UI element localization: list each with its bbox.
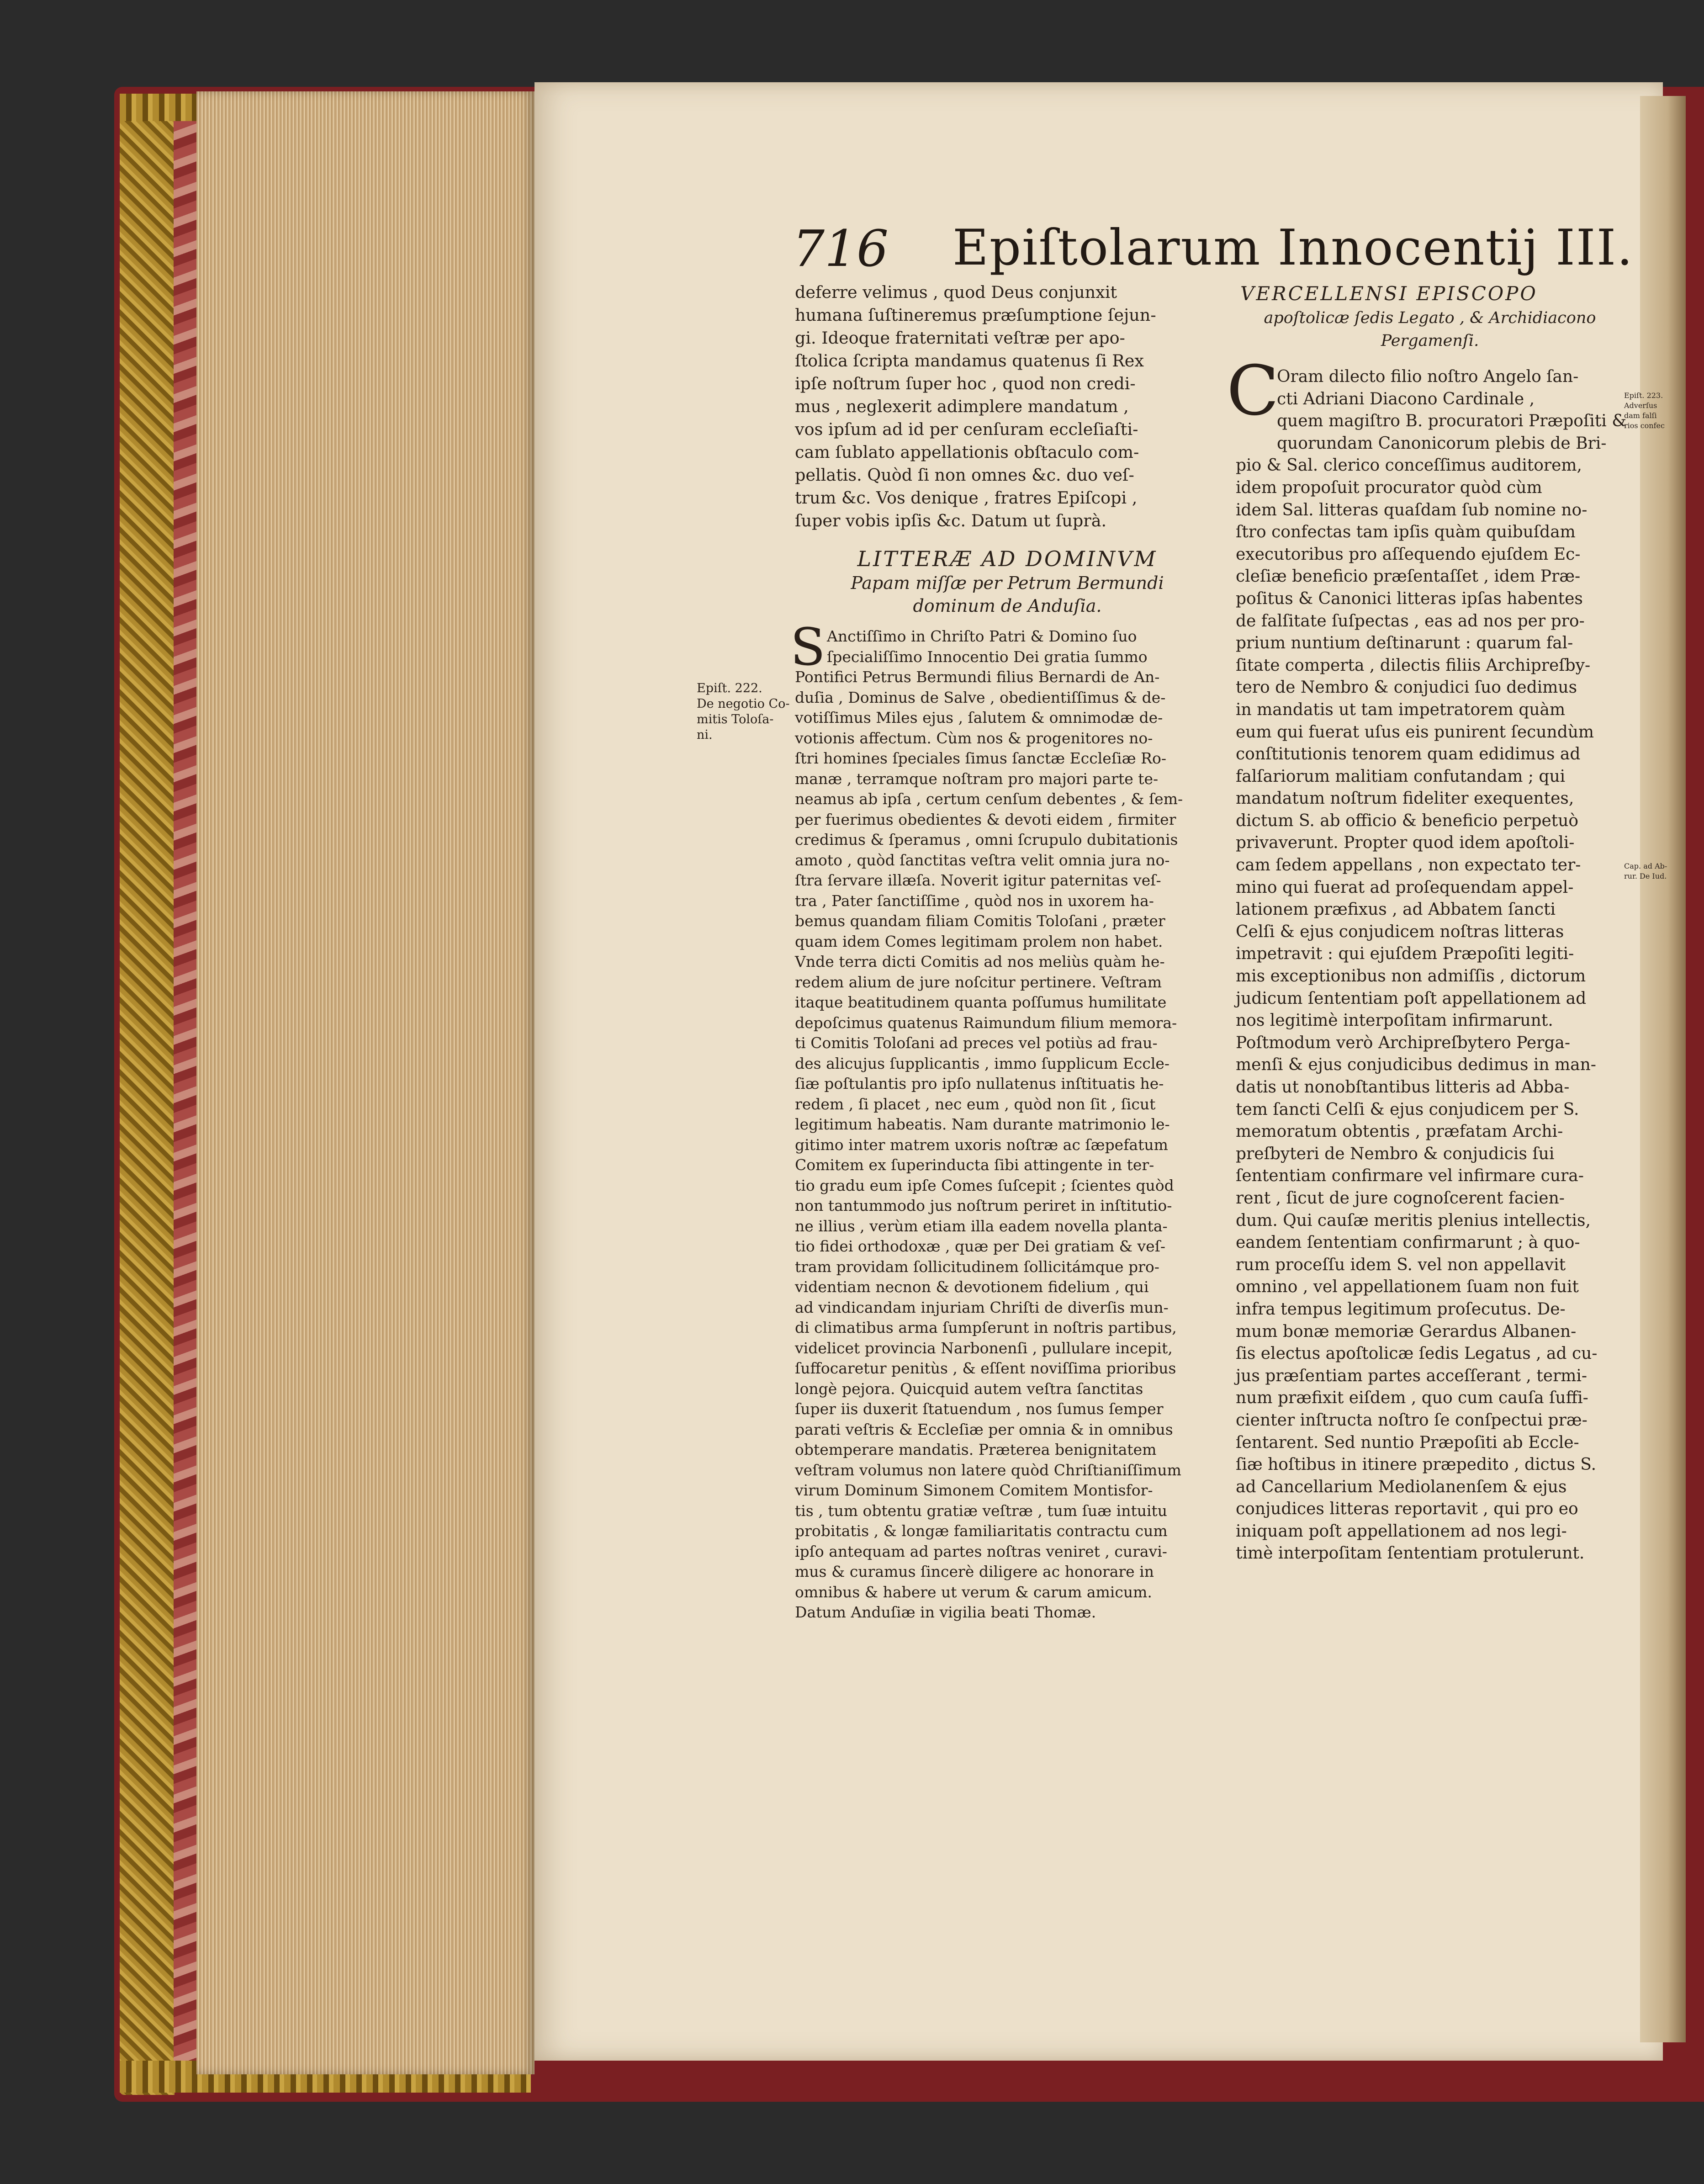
text-line: conſtitutionis tenorem quam edidimus ad	[1236, 745, 1581, 764]
text-line: omnino , vel appellationem ſuam non fuit	[1236, 1278, 1579, 1297]
text-line: memoratum obtentis , præfatam Archi-	[1236, 1122, 1563, 1141]
margin-note-epist-223	[1624, 391, 1665, 431]
margin-note-line: ni.	[697, 728, 713, 742]
text-line: mus , neglexerit adimplere mandatum ,	[795, 397, 1129, 416]
text-line: ipſe noſtrum ſuper hoc , quod non credi-	[795, 374, 1136, 393]
text-line: neamus ab ipſa , certum cenſum debentes , & ſem-	[795, 790, 1183, 808]
text-line: ſpecialiſſimo Innocentio Dei gratia ſummo	[827, 647, 1148, 666]
gilt-border-left	[120, 94, 175, 2095]
text-line: mino qui fuerat ad proſequendam appel-	[1236, 878, 1574, 897]
text-line: trum &c. Vos denique , fratres Epiſcopi ,	[795, 488, 1138, 508]
dropcap-c: C	[1227, 351, 1279, 431]
text-line: ſiæ poſtulantis pro ipſo nullatenus inſtituatis he-	[795, 1075, 1164, 1092]
text-line: vos ipſum ad id per cenſuram eccleſiaſti-	[795, 419, 1138, 439]
margin-note-line: rios confec	[1624, 421, 1665, 430]
text-line: Poſtmodum verò Archipreſbytero Perga-	[1236, 1033, 1571, 1052]
text-line: eandem ſententiam confirmarunt ; à quo-	[1236, 1233, 1580, 1252]
right-letter-text	[1236, 366, 1627, 1565]
text-line: bemus quandam filiam Comitis Toloſani , præter	[795, 912, 1165, 930]
text-line: mandatum noſtrum fideliter exequentes,	[1236, 789, 1574, 808]
margin-note-line: mitis Toloſa-	[697, 712, 774, 726]
page-number: 716	[793, 219, 889, 278]
text-line: prium nuntium deſtinarunt : quarum fal-	[1236, 634, 1573, 653]
text-line: menſi & ejus conjudicibus dedimus in man-	[1236, 1055, 1596, 1075]
text-line: in mandatis ut tam impetratorem quàm	[1236, 700, 1566, 719]
margin-note-line: Adverſus	[1624, 401, 1657, 410]
text-line: mum bonæ memoriæ Gerardus Albanen-	[1236, 1322, 1577, 1341]
text-line: ſtolica ſcripta mandamus quatenus ſi Rex	[795, 351, 1144, 371]
text-line: pellatis. Quòd ſi non omnes &c. duo veſ-	[795, 465, 1134, 485]
text-line: humana ſuſtineremus præſumptione ſejun-	[795, 305, 1156, 325]
text-line: timè interpoſitam ſententiam protulerunt.	[1236, 1544, 1585, 1563]
text-line: deferre velimus , quod Deus conjunxit	[795, 282, 1117, 302]
text-line: ſtro confectas tam ipſis quàm quibuſdam	[1236, 523, 1576, 542]
text-line: judicum ſententiam poſt appellationem ad	[1236, 989, 1587, 1008]
text-line: per fuerimus obedientes & devoti eidem , firmiter	[795, 810, 1176, 828]
margin-note-line: Epiſt. 223.	[1624, 391, 1663, 400]
text-line: votiſſimus Miles ejus , ſalutem & omnimodæ de-	[795, 709, 1163, 726]
text-line: mis exceptionibus non admiſſis , dictorum	[1236, 967, 1586, 986]
text-line: gitimo inter matrem uxoris noſtræ ac ſæpefatum	[795, 1135, 1168, 1154]
right-subheading-line: Pergamenſi.	[1381, 332, 1479, 350]
text-line: duſia , Dominus de Salve , obedientiſſimus & de-	[795, 688, 1166, 706]
text-line: Celſi & ejus conjudicem noſtras litteras	[1236, 922, 1564, 941]
text-line: videlicet provincia Narbonenſi , pullulare incepit,	[795, 1339, 1173, 1357]
text-line: tio fidei orthodoxæ , quæ per Dei gratiam & veſ-	[795, 1237, 1166, 1255]
text-line: cleſiæ beneficio præſentaſſet , idem Præ-	[1236, 567, 1581, 586]
text-line: poſitus & Canonici litteras ipſas habentes	[1236, 589, 1583, 608]
text-line: di climatibus arma ſumpſerunt in noſtris partibus,	[795, 1319, 1177, 1336]
text-line: credimus & ſperamus , omni ſcrupulo dubitationis	[795, 831, 1178, 848]
text-line: probitatis , & longæ familiaritatis contractu cum	[795, 1522, 1168, 1540]
letter-heading: LITTERÆ AD DOMINVM	[857, 546, 1158, 571]
text-line: omnibus & habere ut verum & carum amicum.	[795, 1583, 1152, 1601]
text-line: ti Comitis Toloſani ad preces vel potiùs ad frau-	[795, 1034, 1158, 1052]
text-line: tem ſancti Celſi & ejus conjudicem per S.	[1236, 1100, 1579, 1119]
text-line: ſiæ hoſtibus in itinere præpedito , dictus S.	[1236, 1455, 1597, 1474]
page-edges-stack	[196, 91, 534, 2074]
text-line: cam ſedem appellans , non expectato ter-	[1236, 856, 1581, 875]
text-line: itaque beatitudinem quanta poſſumus humilitate	[795, 993, 1167, 1011]
text-line: manæ , terramque noſtram pro majori parte te-	[795, 769, 1159, 788]
text-line: executoribus pro aſſequendo ejuſdem Ec-	[1236, 545, 1581, 564]
text-line: ſitate comperta , dilectis filiis Archipreſby-	[1236, 656, 1591, 675]
text-line: obtemperare mandatis. Præterea benignitatem	[795, 1441, 1157, 1458]
text-line: redem alium de jure noſcitur pertinere. Veſtram	[795, 973, 1162, 991]
text-line: mus & curamus ſincerè diligere ac honorare in	[795, 1563, 1154, 1580]
text-line: tio gradu eum ipſe Comes ſuſcepit ; ſcientes quòd	[795, 1176, 1174, 1194]
continuation-text	[795, 281, 1220, 532]
text-line: nos legitimè interpoſitam infirmarunt.	[1236, 1011, 1553, 1030]
text-line: falſariorum malitiam confutandam ; qui	[1236, 767, 1566, 786]
text-line: quem magiſtro B. procuratori Præpoſiti &	[1277, 412, 1627, 431]
text-line: virum Dominum Simonem Comitem Montisfor-	[795, 1481, 1153, 1499]
text-line: ne illius , verùm etiam illa eadem novella planta-	[795, 1217, 1168, 1235]
text-line: ſuper vobis ipſis &c. Datum ut ſuprà.	[795, 511, 1107, 530]
text-line: legitimum habeatis. Nam durante matrimonio le-	[795, 1115, 1170, 1133]
text-line: ſis electus apoſtolicæ ſedis Legatus , ad cu-	[1236, 1344, 1598, 1363]
text-line: tram providam ſollicitudinem ſollicitámque pro-	[795, 1257, 1159, 1276]
text-line: redem , ſi placet , nec eum , quòd non ſit , ſicut	[795, 1095, 1156, 1113]
text-line: ſentarent. Sed nuntio Præpoſiti ab Eccle-	[1236, 1433, 1579, 1452]
margin-note-line: Epiſt. 222.	[697, 681, 762, 695]
margin-note-line: rur. De Iud.	[1624, 872, 1667, 880]
text-line: parati veſtris & Eccleſiæ per omnia & in omnibus	[795, 1420, 1173, 1438]
text-line: Anctiſſimo in Chriſto Patri & Domino ſuo	[827, 627, 1137, 645]
text-line: ad vindicandam injuriam Chriſti de diverſis mun-	[795, 1298, 1169, 1316]
facing-page-edge	[1640, 96, 1686, 2042]
text-line: dum. Qui cauſæ meritis plenius intellectis,	[1236, 1211, 1591, 1230]
text-line: idem propoſuit procurator quòd cùm	[1236, 478, 1542, 497]
text-line: conjudices litteras reportavit , qui pro eo	[1236, 1500, 1578, 1519]
text-line: videntiam necnon & devotionem fidelium , qui	[795, 1278, 1149, 1296]
margin-note-line: Cap. ad Ab-	[1624, 862, 1667, 870]
text-line: ipſo antequam ad partes noſtras veniret , curavi-	[795, 1542, 1167, 1560]
text-line: ſuffocaretur penitùs , & eſſent noviſſima prioribus	[795, 1359, 1176, 1377]
text-line: quam idem Comes legitimam prolem non habet.	[795, 932, 1163, 950]
text-line: quorundam Canonicorum plebis de Bri-	[1277, 434, 1607, 453]
text-line: ad Cancellarium Mediolanenſem & ejus	[1236, 1477, 1567, 1496]
text-line: ſuper iis duxerit ſtatuendum , nos ſumus ſemper	[795, 1400, 1164, 1418]
left-column	[790, 281, 1220, 1623]
page-header	[793, 219, 1634, 288]
text-line: cam ſublato appellationis obſtaculo com-	[795, 442, 1139, 462]
text-line: Oram dilecto filio noſtro Angelo ſan-	[1277, 367, 1579, 386]
text-line: tis , tum obtentu gratiæ veſtræ , tum ſuæ intuitu	[795, 1501, 1168, 1520]
right-column	[1227, 281, 1627, 1565]
text-line: des alicujus ſupplicantis , immo ſupplicum Eccle-	[795, 1054, 1170, 1072]
text-line: tra , Pater ſanctiſſime , quòd nos in uxorem ha-	[795, 891, 1154, 910]
text-line: idem Sal. litteras quaſdam ſub nomine no-	[1236, 500, 1588, 519]
letter-subheading-line: Papam miſſæ per Petrum Bermundi	[851, 573, 1164, 593]
dropcap-s: S	[790, 618, 826, 677]
text-line: Vnde terra dicti Comitis ad nos meliùs quàm he-	[795, 953, 1165, 970]
text-line: rum proceſſu idem S. vel non appellavit	[1236, 1255, 1566, 1274]
text-line: impetravit : qui ejuſdem Præpoſiti legiti-	[1236, 944, 1574, 964]
letter-subheading-line: dominum de Anduſia.	[913, 596, 1102, 616]
text-line: ſtri homines ſpeciales ſimus ſanctæ Eccleſiæ Ro-	[795, 749, 1166, 767]
letter-heading-right: VERCELLENSI EPISCOPO	[1240, 282, 1538, 305]
text-line: longè pejora. Quicquid autem veſtra ſanctitas	[795, 1379, 1143, 1398]
letter-text	[795, 626, 1220, 1623]
text-line: de falſitate ſuſpectas , eas ad nos per pro-	[1236, 611, 1585, 631]
text-line: non tantummodo jus noſtrum periret in inſtitutio-	[795, 1197, 1172, 1214]
text-line: depoſcimus quatenus Raimundum filium memora-	[795, 1013, 1177, 1032]
text-line: cti Adriani Diacono Cardinale ,	[1277, 389, 1535, 408]
text-line: eum qui fuerat uſus eis punirent ſecundùm	[1236, 722, 1594, 742]
text-line: veſtram volumus non latere quòd Chriſtianiſſimum	[795, 1461, 1181, 1479]
text-line: preſbyteri de Nembro & conjudicis ſui	[1236, 1144, 1555, 1163]
text-line: amoto , quòd ſanctitas veſtra velit omnia jura no-	[795, 851, 1170, 869]
text-line: cienter inſtructa noſtro ſe conſpectui præ-	[1236, 1410, 1588, 1430]
margin-note-cap	[1624, 861, 1667, 881]
right-subheading-line: apoſtolicæ ſedis Legato , & Archidiacono	[1264, 309, 1596, 327]
margin-note-line: dam falſi	[1624, 411, 1657, 420]
text-line: jus præſentiam partes acceſſerant , termi-	[1236, 1366, 1588, 1385]
text-line: rent , ſicut de jure cognoſcerent facien-	[1236, 1188, 1565, 1208]
text-line: ſtra ſervare illæſa. Noverit igitur paternitas veſ-	[795, 871, 1161, 889]
margin-note-line: De negotio Co-	[697, 697, 790, 711]
text-line: iniquam poſt appellationem ad nos legi-	[1236, 1521, 1567, 1541]
text-line: gi. Ideoque fraternitati veſtræ per apo-	[795, 328, 1125, 348]
text-line: infra tempus legitimum proſecutus. De-	[1236, 1299, 1566, 1319]
text-line: datis ut nonobſtantibus litteris ad Abba-	[1236, 1078, 1570, 1097]
text-line: num præfixit eiſdem , quo cum cauſa ſuffi-	[1236, 1389, 1588, 1408]
text-line: lationem præfixus , ad Abbatem ſancti	[1236, 900, 1556, 919]
text-line: pio & Sal. clerico conceſſimus auditorem,	[1236, 456, 1582, 475]
margin-note-epist-222	[697, 681, 789, 743]
text-line: Pontifici Petrus Bermundi filius Bernardi de An-	[795, 668, 1160, 686]
text-line: privaverunt. Propter quod idem apoſtoli-	[1236, 833, 1575, 853]
text-line: Datum Anduſiæ in vigilia beati Thomæ.	[795, 1603, 1096, 1621]
text-line: ſententiam confirmare vel infirmare cura-	[1236, 1166, 1584, 1186]
running-title: Epiſtolarum Innocentij III.	[953, 219, 1634, 276]
text-line: tero de Nembro & conjudici ſuo dedimus	[1236, 678, 1577, 697]
text-line: Comitem ex ſuperinducta ſibi attingente in ter-	[795, 1156, 1154, 1174]
text-line: dictum S. ab officio & beneficio perpetuò	[1236, 811, 1579, 830]
text-line: votionis affectum. Cùm nos & progenitores no-	[795, 729, 1153, 747]
